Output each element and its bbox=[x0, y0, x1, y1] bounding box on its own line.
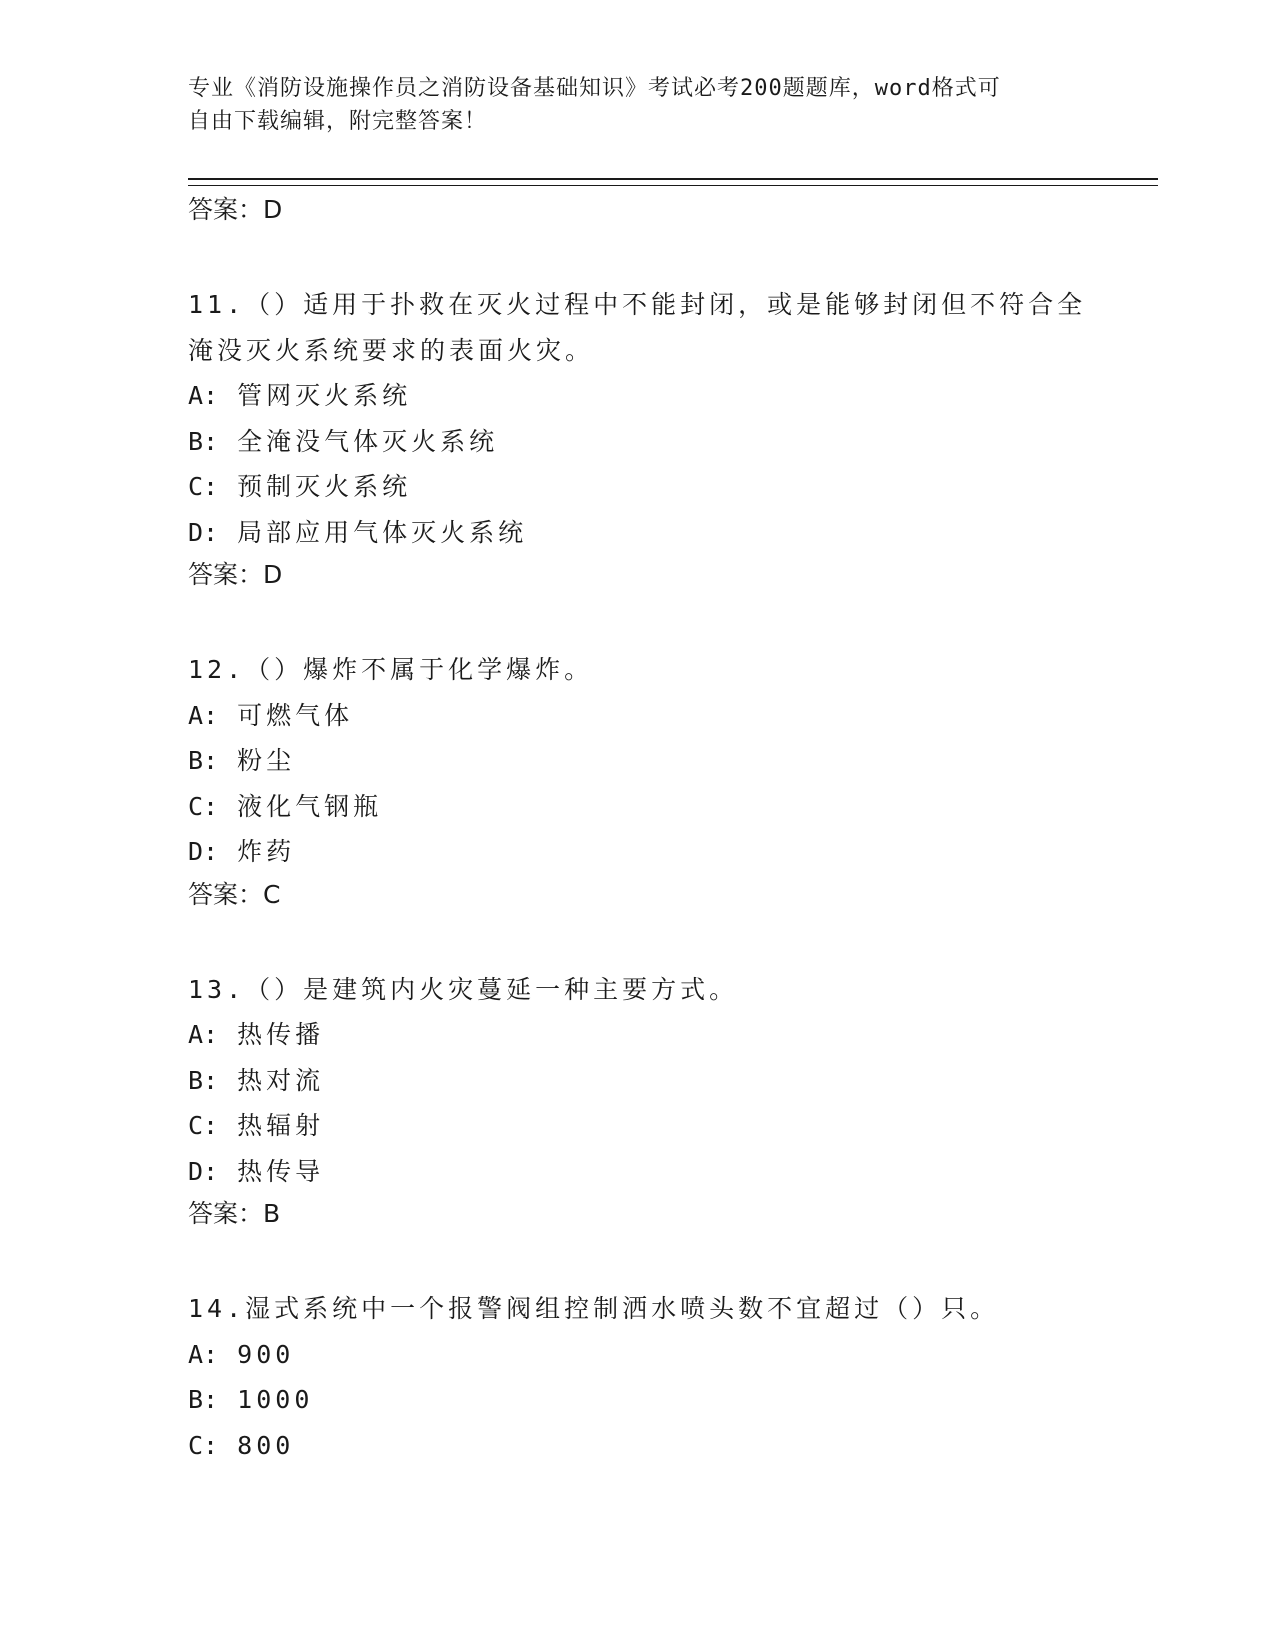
answer-line: 答案：B bbox=[188, 1199, 281, 1228]
option-c: C: 液化气钢瓶 bbox=[188, 791, 383, 821]
header-line-1: 专业《消防设施操作员之消防设备基础知识》考试必考200题题库，word格式可 bbox=[188, 76, 1001, 101]
option-b: B: 热对流 bbox=[188, 1065, 325, 1095]
option-a: A: 可燃气体 bbox=[188, 700, 354, 730]
option-a: A: 900 bbox=[188, 1339, 295, 1369]
answer-line: 答案：C bbox=[188, 879, 281, 909]
header-divider bbox=[188, 178, 1158, 186]
option-d: D: 炸药 bbox=[188, 837, 296, 866]
document-header bbox=[188, 72, 1088, 138]
option-c: C: 预制灭火系统 bbox=[188, 472, 412, 501]
question-block bbox=[188, 282, 1158, 593]
option-b: B: 1000 bbox=[188, 1385, 314, 1414]
question-list bbox=[188, 192, 1158, 1468]
option-b: B: 全淹没气体灭火系统 bbox=[188, 426, 499, 456]
question-block bbox=[188, 1286, 1158, 1468]
option-d: D: 热传导 bbox=[188, 1156, 325, 1186]
question-text: 14.湿式系统中一个报警阀组控制洒水喷头数不宜超过（）只。 bbox=[188, 1294, 1000, 1323]
question-block bbox=[188, 967, 1158, 1233]
option-b: B: 粉尘 bbox=[188, 746, 296, 775]
option-c: C: 热辐射 bbox=[188, 1111, 325, 1140]
header-line-2: 自由下载编辑，附完整答案！ bbox=[188, 109, 488, 134]
question-text: 11.（）适用于扑救在灭火过程中不能封闭，或是能够封闭但不符合全淹没灭火系统要求的表面火灾。 bbox=[188, 290, 1087, 365]
answer-line: 答案：D bbox=[188, 195, 283, 224]
question-text: 13.（）是建筑内火灾蔓延一种主要方式。 bbox=[188, 974, 739, 1004]
answer-line: 答案：D bbox=[188, 560, 283, 589]
question-text: 12.（）爆炸不属于化学爆炸。 bbox=[188, 655, 594, 684]
option-a: A: 管网灭火系统 bbox=[188, 381, 412, 410]
option-a: A: 热传播 bbox=[188, 1020, 325, 1049]
question-block bbox=[188, 647, 1158, 913]
option-c: C: 800 bbox=[188, 1430, 295, 1460]
option-d: D: 局部应用气体灭火系统 bbox=[188, 517, 528, 547]
